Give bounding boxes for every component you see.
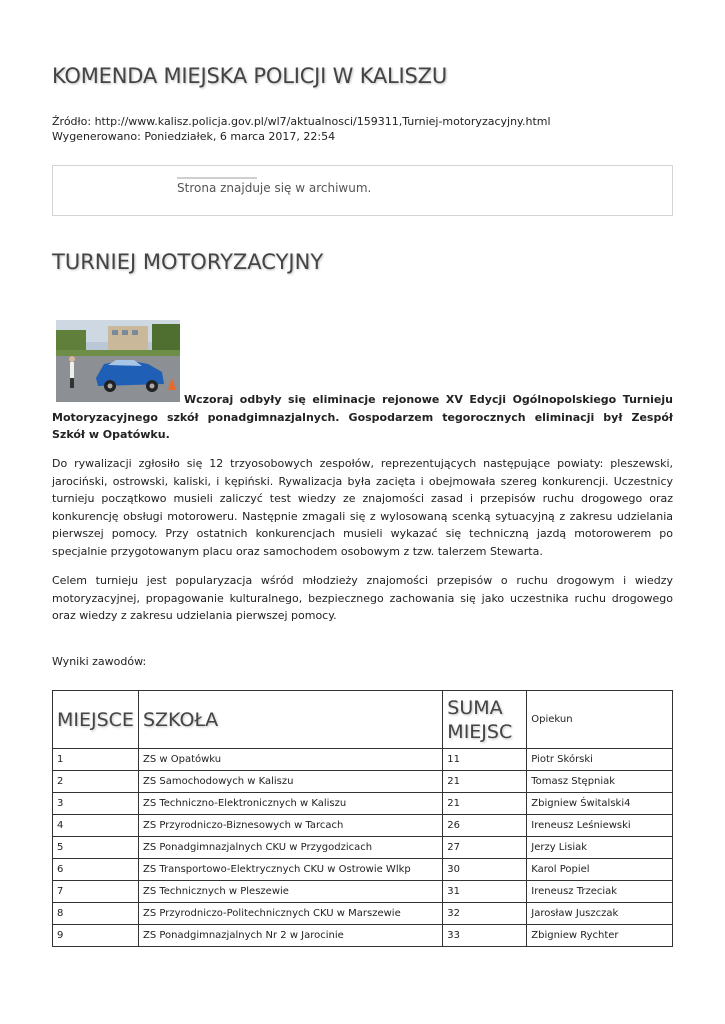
cell-sum: 21 bbox=[443, 793, 527, 815]
cell-sum: 27 bbox=[443, 837, 527, 859]
archive-message: Strona znajduje się w archiwum. bbox=[177, 181, 372, 195]
article-paragraph-2: Celem turnieju jest popularyzacja wśród młodzieży znajomości przepisów o ruchu drogowym i wiedzy motoryzacyjnej, propagowanie kulturalnego, bezpiecznego zachowania się jako uczestnika ruchu drogowego oraz wiedzy z zakresu udzielania pierwszej pomocy. bbox=[52, 574, 673, 622]
table-row bbox=[53, 903, 673, 925]
site-title: KOMENDA MIEJSKA POLICJI W KALISZU bbox=[52, 64, 448, 88]
cell-place: 5 bbox=[53, 837, 139, 859]
cell-place: 2 bbox=[53, 771, 139, 793]
cell-guardian: Ireneusz Leśniewski bbox=[527, 815, 673, 837]
cell-guardian: Jerzy Lisiak bbox=[527, 837, 673, 859]
cell-place: 4 bbox=[53, 815, 139, 837]
header-sum: SUMA MIEJSC bbox=[443, 691, 527, 749]
cell-guardian: Piotr Skórski bbox=[527, 749, 673, 771]
cell-sum: 31 bbox=[443, 881, 527, 903]
cell-sum: 32 bbox=[443, 903, 527, 925]
article-photo[interactable] bbox=[56, 320, 180, 402]
photo-building bbox=[108, 326, 148, 350]
header-school: SZKOŁA bbox=[138, 691, 442, 749]
table-row bbox=[53, 859, 673, 881]
cell-guardian: Ireneusz Trzeciak bbox=[527, 881, 673, 903]
article-lead: Wczoraj odbyły się eliminacje rejonowe XV Edycji Ogólnopolskiego Turnieju Motoryzacyjnego szkół ponadgimnazjalnych. Gospodarzem tegorocznych eliminacji był Zespół Szkół w Opatówku. bbox=[52, 393, 673, 441]
cell-guardian: Jarosław Juszczak bbox=[527, 903, 673, 925]
cell-place: 3 bbox=[53, 793, 139, 815]
results-table bbox=[52, 690, 673, 947]
cell-sum: 30 bbox=[443, 859, 527, 881]
cell-school: ZS Transportowo-Elektrycznych CKU w Ostrowie Wlkp bbox=[138, 859, 442, 881]
cell-sum: 26 bbox=[443, 815, 527, 837]
cell-sum: 11 bbox=[443, 749, 527, 771]
cell-guardian: Tomasz Stępniak bbox=[527, 771, 673, 793]
generated-date: Wygenerowano: Poniedziałek, 6 marca 2017, 22:54 bbox=[52, 130, 336, 143]
source-url[interactable]: Źródło: http://www.kalisz.policja.gov.pl/wl7/aktualnosci/159311,Turniej-motoryzacyjny.html bbox=[52, 115, 551, 128]
cell-school: ZS w Opatówku bbox=[138, 749, 442, 771]
cell-guardian: Zbigniew Świtalski4 bbox=[527, 793, 673, 815]
table-row bbox=[53, 815, 673, 837]
results-label: Wyniki zawodów: bbox=[52, 655, 147, 668]
table-row bbox=[53, 837, 673, 859]
header-place: MIEJSCE bbox=[53, 691, 139, 749]
photo-person bbox=[70, 362, 74, 378]
table-row bbox=[53, 793, 673, 815]
archive-divider bbox=[177, 177, 257, 179]
cell-sum: 21 bbox=[443, 771, 527, 793]
cell-school: ZS Techniczno-Elektronicznych w Kaliszu bbox=[138, 793, 442, 815]
cell-school: ZS Technicznych w Pleszewie bbox=[138, 881, 442, 903]
table-row bbox=[53, 881, 673, 903]
cell-school: ZS Przyrodniczo-Biznesowych w Tarcach bbox=[138, 815, 442, 837]
cell-school: ZS Samochodowych w Kaliszu bbox=[138, 771, 442, 793]
cell-school: ZS Ponadgimnazjalnych Nr 2 w Jarocinie bbox=[138, 925, 442, 947]
cell-sum: 33 bbox=[443, 925, 527, 947]
table-row bbox=[53, 771, 673, 793]
results-header-row bbox=[53, 691, 673, 749]
cell-school: ZS Ponadgimnazjalnych CKU w Przygodzicach bbox=[138, 837, 442, 859]
archive-notice bbox=[52, 165, 673, 216]
cell-place: 7 bbox=[53, 881, 139, 903]
article-title: TURNIEJ MOTORYZACYJNY bbox=[52, 250, 324, 274]
article-paragraph-1: Do rywalizacji zgłosiło się 12 trzyosobowych zespołów, reprezentujących następujące powiaty: pleszewski, jarociński, ostrowski, kaliski, i kępiński. Rywalizacja była zacięta i obejmowała szereg konkurencji. Uczestnicy turnieju początkowo musieli zaliczyć test wiedzy ze znajomości zasad i przepisów ruchu drogowego oraz konkurencję obsługi motoroweru. Następnie zmagali się z wylosowaną scenką sytuacyjną z zakresu udzielania pierwszej pomocy. Przy ostatnich konkurencjach musieli wykazać się techniczną jazdą motorowerem po specjalnie przygotowanym placu oraz samochodem osobowym z tzw. talerzem Stewarta. bbox=[52, 457, 673, 558]
cell-school: ZS Przyrodniczo-Politechnicznych CKU w Marszewie bbox=[138, 903, 442, 925]
cell-guardian: Zbigniew Rychter bbox=[527, 925, 673, 947]
cell-place: 1 bbox=[53, 749, 139, 771]
header-guardian: Opiekun bbox=[527, 691, 673, 749]
table-row bbox=[53, 749, 673, 771]
cell-place: 8 bbox=[53, 903, 139, 925]
cell-place: 9 bbox=[53, 925, 139, 947]
cell-place: 6 bbox=[53, 859, 139, 881]
table-row bbox=[53, 925, 673, 947]
cell-guardian: Karol Popiel bbox=[527, 859, 673, 881]
meta-info bbox=[52, 114, 551, 144]
